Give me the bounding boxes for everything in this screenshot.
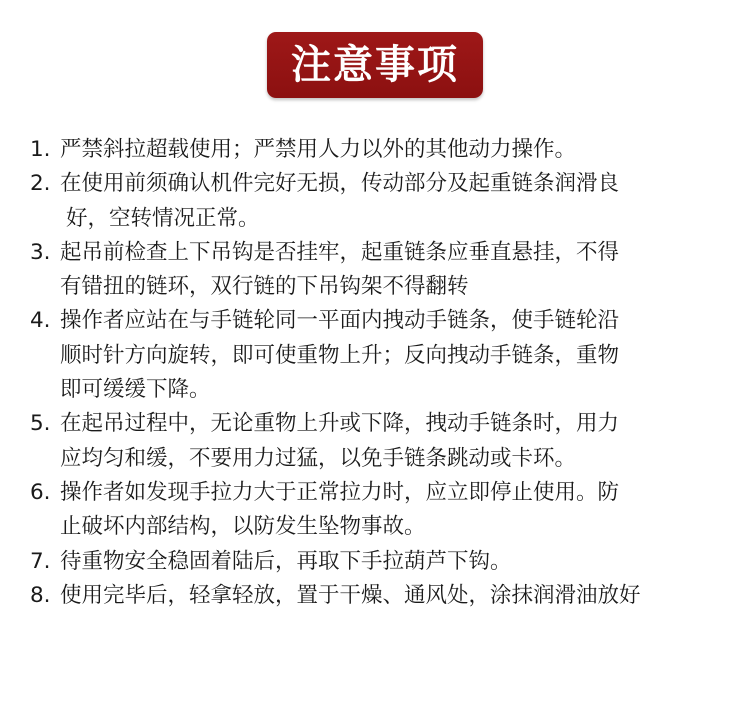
item-text [60, 236, 730, 305]
item-text [60, 304, 730, 407]
item-text [60, 167, 730, 236]
item-line: 即可缓缓下降。 [60, 377, 211, 403]
item-number: 6. [30, 479, 51, 505]
item-number: 3. [30, 239, 51, 265]
list-item [30, 133, 730, 167]
item-line: 在起吊过程中，无论重物上升或下降，拽动手链条时，用力 [60, 411, 620, 437]
list-item [30, 545, 730, 579]
item-number: 4. [30, 308, 51, 334]
item-line: 有错扭的链环，双行链的下吊钩架不得翻转 [60, 274, 469, 300]
list-item [30, 236, 730, 305]
item-line: 止破坏内部结构，以防发生坠物事故。 [60, 514, 426, 540]
title-banner [267, 32, 483, 98]
item-number: 1. [30, 137, 51, 162]
list-item [30, 476, 730, 545]
item-line: 操作者应站在与手链轮同一平面内拽动手链条，使手链轮沿 [60, 308, 620, 334]
list-item [30, 579, 730, 613]
notes-list [30, 133, 730, 613]
item-line: 好，空转情况正常。 [66, 205, 260, 231]
list-item [30, 407, 730, 476]
item-text [60, 133, 730, 167]
list-item [30, 304, 730, 407]
item-number: 8. [30, 582, 51, 608]
item-number: 2. [30, 171, 51, 197]
item-line: 顺时针方向旋转，即可使重物上升；反向拽动手链条，重物 [60, 342, 620, 368]
item-line: 在使用前须确认机件完好无损，传动部分及起重链条润滑良 [60, 171, 620, 197]
item-number: 5. [30, 411, 51, 437]
item-text [60, 579, 730, 613]
item-line: 严禁斜拉超载使用；严禁用人力以外的其他动力操作。 [60, 137, 577, 162]
item-line: 操作者如发现手拉力大于正常拉力时，应立即停止使用。防 [60, 479, 620, 505]
item-line: 待重物安全稳固着陆后，再取下手拉葫芦下钩。 [60, 548, 512, 574]
item-number: 7. [30, 548, 51, 574]
item-text [60, 407, 730, 476]
item-text [60, 476, 730, 545]
page-title: 注意事项 [291, 42, 459, 88]
list-item [30, 167, 730, 236]
item-line: 使用完毕后，轻拿轻放，置于干燥、通风处，涂抹润滑油放好 [60, 582, 641, 608]
item-line: 应均匀和缓，不要用力过猛，以免手链条跳动或卡环。 [60, 445, 577, 471]
item-text [60, 545, 730, 579]
item-line: 起吊前检查上下吊钩是否挂牢，起重链条应垂直悬挂，不得 [60, 239, 620, 265]
